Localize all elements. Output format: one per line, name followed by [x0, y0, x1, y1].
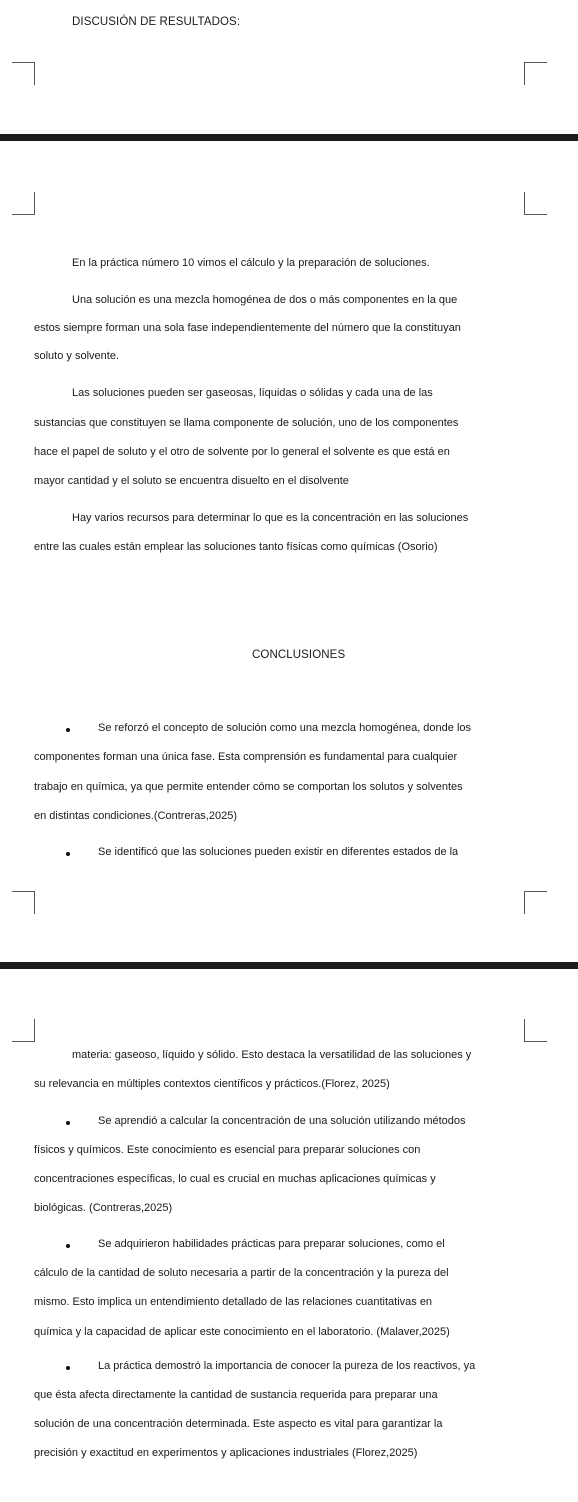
bullet-line: La práctica demostró la importancia de conocer la pureza de los reactivos, ya [98, 1360, 476, 1372]
page-corner-mark [12, 62, 35, 85]
page-break-bar [0, 134, 578, 141]
bullet-line: solución de una concentración determinada. Este aspecto es vital para garantizar la [34, 1418, 443, 1430]
paragraph-line: En la práctica número 10 vimos el cálculo y la preparación de soluciones. [72, 257, 430, 269]
bullet-line: mismo. Esto implica un entendimiento detallado de las relaciones cuantitativas en [34, 1296, 433, 1308]
conclusions-heading: CONCLUSIONES [252, 649, 346, 661]
bullet-line: Se aprendió a calcular la concentración de una solución utilizando métodos [98, 1115, 466, 1127]
paragraph-line: entre las cuales están emplear las soluciones tanto físicas como químicas (Osorio) [34, 541, 438, 553]
bullet-line: Se reforzó el concepto de solución como una mezcla homogénea, donde los [98, 722, 472, 734]
bullet-line: su relevancia en múltiples contextos científicos y prácticos.(Florez, 2025) [34, 1078, 390, 1090]
page-corner-mark [12, 891, 35, 914]
paragraph-line: Hay varios recursos para determinar lo que es la concentración en las soluciones [72, 512, 469, 524]
bullet-marker [66, 728, 70, 732]
bullet-marker [66, 1366, 70, 1370]
page-corner-mark [524, 192, 547, 215]
paragraph-line: Las soluciones pueden ser gaseosas, líquidas o sólidas y cada una de las [72, 387, 433, 399]
page-corner-mark [524, 62, 547, 85]
bullet-line: materia: gaseoso, líquido y sólido. Esto destaca la versatilidad de las soluciones y [72, 1049, 472, 1061]
bullet-marker [66, 852, 70, 856]
paragraph-line: mayor cantidad y el soluto se encuentra disuelto en el disolvente [34, 475, 349, 487]
discussion-heading: DISCUSIÓN DE RESULTADOS: [72, 16, 241, 28]
bullet-line: que ésta afecta directamente la cantidad de sustancia requerida para preparar una [34, 1389, 438, 1401]
bullet-line: química y la capacidad de aplicar este conocimiento en el laboratorio. (Malaver,2025) [34, 1326, 450, 1338]
bullet-line: Se adquirieron habilidades prácticas para preparar soluciones, como el [98, 1238, 445, 1250]
page-break-bar [0, 962, 578, 969]
bullet-line: físicos y químicos. Este conocimiento es esencial para preparar soluciones con [34, 1144, 421, 1156]
page-corner-mark [524, 1019, 547, 1042]
page-corner-mark [12, 1019, 35, 1042]
paragraph-line: soluto y solvente. [34, 350, 119, 362]
bullet-marker [66, 1121, 70, 1125]
bullet-line: biológicas. (Contreras,2025) [34, 1202, 173, 1214]
bullet-marker [66, 1244, 70, 1248]
bullet-line: precisión y exactitud en experimentos y aplicaciones industriales (Florez,2025) [34, 1447, 418, 1459]
paragraph-line: Una solución es una mezcla homogénea de dos o más componentes en la que [72, 294, 458, 306]
page-corner-mark [12, 192, 35, 215]
bullet-line: cálculo de la cantidad de soluto necesaria a partir de la concentración y la pureza del [34, 1267, 449, 1279]
bullet-line: trabajo en química, ya que permite entender cómo se comportan los solutos y solventes [34, 781, 463, 793]
paragraph-line: sustancias que constituyen se llama componente de solución, uno de los componentes [34, 417, 459, 429]
paragraph-line: estos siempre forman una sola fase independientemente del número que la constituyan [34, 322, 461, 334]
page-corner-mark [524, 891, 547, 914]
bullet-line: concentraciones específicas, lo cual es crucial en muchas aplicaciones químicas y [34, 1173, 436, 1185]
bullet-line: componentes forman una única fase. Esta comprensión es fundamental para cualquier [34, 751, 458, 763]
bullet-line: Se identificó que las soluciones pueden existir en diferentes estados de la [98, 846, 459, 858]
paragraph-line: hace el papel de soluto y el otro de solvente por lo general el solvente es que está en [34, 446, 450, 458]
bullet-line: en distintas condiciones.(Contreras,2025) [34, 810, 238, 822]
